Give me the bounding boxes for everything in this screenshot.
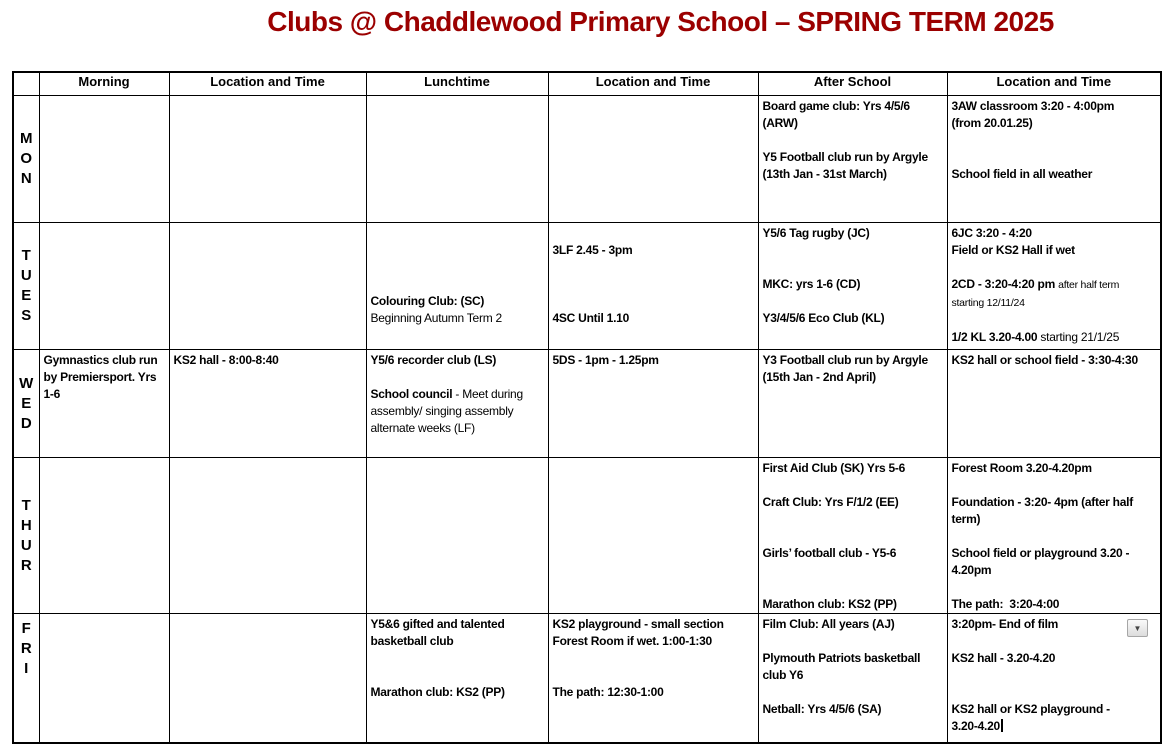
- text-run: First Aid Club (SK) Yrs 5-6: [762, 461, 906, 475]
- cell-wed-lunchtime: [366, 350, 548, 458]
- text-run: School council: [370, 387, 453, 401]
- cell-tues-morning: [39, 223, 169, 350]
- paragraph: [553, 310, 755, 327]
- text-run: Beginning Autumn Term 2: [370, 311, 502, 325]
- paragraph: [952, 528, 1158, 545]
- paragraph: [371, 352, 545, 369]
- text-run: 3AW classroom 3:20 - 4:00pm: [951, 99, 1115, 113]
- text-run: alternate weeks (LF): [370, 421, 475, 435]
- paragraph: [952, 460, 1158, 477]
- paragraph: [371, 403, 545, 420]
- paragraph: [952, 701, 1158, 718]
- paragraph: [952, 579, 1158, 596]
- text-run: School field or playground 3.20 -: [951, 546, 1130, 560]
- paragraph: [952, 562, 1158, 579]
- text-run: 4.20pm: [951, 563, 992, 577]
- cell-mon-location-lunch: [548, 96, 758, 223]
- paragraph: [952, 477, 1158, 494]
- paragraph: [952, 650, 1158, 667]
- paragraph: [952, 596, 1158, 613]
- cell-thur-lunchtime: [366, 458, 548, 614]
- paragraph: [763, 149, 944, 166]
- paragraph: [763, 562, 944, 579]
- text-run: Y5/6 recorder club (LS): [370, 353, 497, 367]
- cell-wed-after-school: [758, 350, 947, 458]
- column-header: Location and Time: [169, 72, 366, 96]
- text-run: KS2 playground - small section: [552, 617, 724, 631]
- text-run: Gymnastics club run: [43, 353, 158, 367]
- paragraph: [371, 684, 545, 701]
- paragraph: [763, 225, 944, 242]
- cell-wed-morning: [39, 350, 169, 458]
- cell-fri-morning: [39, 614, 169, 743]
- cell-tues-location-lunch: [548, 223, 758, 350]
- paragraph: [763, 616, 944, 633]
- text-run: Marathon club: KS2 (PP): [762, 597, 897, 611]
- text-run: The path: 3:20-4:00: [951, 597, 1060, 611]
- cell-thur-location-lunch: [548, 458, 758, 614]
- text-run: (from 20.01.25): [951, 116, 1033, 130]
- paragraph: [952, 294, 1158, 312]
- paragraph: [553, 616, 755, 633]
- cell-fri-location-am: [169, 614, 366, 743]
- paragraph: [763, 352, 944, 369]
- cell-thur-location-pm: [947, 458, 1161, 614]
- paragraph: [763, 684, 944, 701]
- day-label-fri: F R I: [13, 614, 39, 743]
- text-run: Craft Club: Yrs F/1/2 (EE): [762, 495, 899, 509]
- paragraph: [553, 276, 755, 293]
- paragraph: [763, 528, 944, 545]
- paragraph: [952, 242, 1158, 259]
- paragraph: [952, 718, 1158, 735]
- paragraph: [763, 701, 944, 718]
- text-run: (ARW): [762, 116, 798, 130]
- paragraph: [763, 310, 944, 327]
- cell-wed-location-pm: [947, 350, 1161, 458]
- paragraph: [763, 545, 944, 562]
- text-run: - Meet during: [452, 387, 523, 401]
- paragraph: [763, 369, 944, 386]
- text-run: 6JC 3:20 - 4:20: [951, 226, 1032, 240]
- paragraph: [371, 633, 545, 650]
- text-run: Marathon club: KS2 (PP): [370, 685, 505, 699]
- text-run: 1/2 KL 3.20-4.00: [951, 330, 1041, 344]
- text-run: starting 12/11/24: [951, 297, 1025, 309]
- paragraph: [952, 259, 1158, 276]
- column-header: Location and Time: [947, 72, 1161, 96]
- paragraph: [763, 667, 944, 684]
- cell-mon-location-am: [169, 96, 366, 223]
- paragraph: [371, 276, 545, 293]
- paragraph: [952, 494, 1158, 511]
- paragraph: [763, 633, 944, 650]
- paragraph: [371, 667, 545, 684]
- cell-fri-after-school: [758, 614, 947, 743]
- paragraph: [763, 494, 944, 511]
- day-label-tues: T U E S: [13, 223, 39, 350]
- text-run: 3LF 2.45 - 3pm: [552, 243, 633, 257]
- paragraph: [763, 293, 944, 310]
- text-run: Board game club: Yrs 4/5/6: [762, 99, 910, 113]
- cell-thur-morning: [39, 458, 169, 614]
- cell-mon-location-pm: [947, 96, 1161, 223]
- paragraph: [553, 684, 755, 701]
- paragraph: [371, 369, 545, 386]
- paragraph: [763, 166, 944, 183]
- paragraph: [763, 579, 944, 596]
- text-run: Forest Room 3.20-4.20pm: [951, 461, 1092, 475]
- cell-wed-location-lunch: [548, 350, 758, 458]
- text-run: KS2 hall - 8:00-8:40: [173, 353, 279, 367]
- day-label-thur: T H U R: [13, 458, 39, 614]
- text-run: term): [951, 512, 981, 526]
- text-run: Y5&6 gifted and talented: [370, 617, 505, 631]
- text-run: School field in all weather: [951, 167, 1093, 181]
- paragraph: [174, 352, 363, 369]
- cell-fri-location-pm: [947, 614, 1161, 743]
- text-run: KS2 hall - 3.20-4.20: [951, 651, 1056, 665]
- cell-tues-after-school: [758, 223, 947, 350]
- header-row: [13, 72, 1161, 96]
- text-run: Plymouth Patriots basketball: [762, 651, 921, 665]
- page-title: Clubs @ Chaddlewood Primary School – SPRING TERM 2025: [267, 6, 1054, 37]
- text-run: Colouring Club: (SC): [370, 294, 485, 308]
- paragraph: [952, 312, 1158, 329]
- paragraph: [371, 616, 545, 633]
- paragraph: [763, 477, 944, 494]
- paragraph: [371, 310, 545, 327]
- text-run: 4SC Until 1.10: [552, 311, 630, 325]
- text-run: Forest Room if wet. 1:00-1:30: [552, 634, 712, 648]
- column-header: Lunchtime: [366, 72, 548, 96]
- text-run: starting 21/1/25: [1040, 330, 1120, 344]
- paragraph: [371, 259, 545, 276]
- paragraph: [553, 352, 755, 369]
- paragraph: [763, 259, 944, 276]
- paragraph: [952, 132, 1158, 149]
- cell-mon-lunchtime: [366, 96, 548, 223]
- paragraph: [952, 667, 1158, 684]
- column-header-day: [13, 72, 39, 96]
- text-run: 1-6: [43, 387, 61, 401]
- clubs-timetable: [12, 71, 1162, 744]
- paragraph: [371, 650, 545, 667]
- text-run: (15th Jan - 2nd April): [762, 370, 876, 384]
- column-header: Morning: [39, 72, 169, 96]
- paragraph: [952, 225, 1158, 242]
- paragraph: [763, 115, 944, 132]
- paragraph: [952, 511, 1158, 528]
- text-run: 3.20-4.20: [951, 719, 1000, 733]
- dropdown-button[interactable]: [1127, 619, 1148, 637]
- paragraph: [763, 276, 944, 293]
- paragraph: [553, 650, 755, 667]
- paragraph: [763, 242, 944, 259]
- text-run: Y5/6 Tag rugby (JC): [762, 226, 870, 240]
- text-run: The path: 12:30-1:00: [552, 685, 664, 699]
- paragraph: [553, 225, 755, 242]
- cell-fri-location-lunch: [548, 614, 758, 743]
- column-header: After School: [758, 72, 947, 96]
- text-run: assembly/ singing assembly: [370, 404, 514, 418]
- paragraph: [371, 225, 545, 242]
- paragraph: [952, 166, 1158, 183]
- paragraph: [44, 386, 166, 403]
- paragraph: [763, 596, 944, 613]
- text-run: club Y6: [762, 668, 804, 682]
- paragraph: [763, 98, 944, 115]
- cell-thur-after-school: [758, 458, 947, 614]
- text-run: Y3/4/5/6 Eco Club (KL): [762, 311, 885, 325]
- cell-thur-location-am: [169, 458, 366, 614]
- paragraph: [553, 242, 755, 259]
- paragraph: [952, 149, 1158, 166]
- column-header: Location and Time: [548, 72, 758, 96]
- paragraph: [553, 259, 755, 276]
- paragraph: [952, 329, 1158, 346]
- text-run: (13th Jan - 31st March): [762, 167, 887, 181]
- paragraph: [371, 420, 545, 437]
- cell-tues-location-am: [169, 223, 366, 350]
- text-run: Y3 Football club run by Argyle: [762, 353, 928, 367]
- text-run: 5DS - 1pm - 1.25pm: [552, 353, 659, 367]
- cell-mon-morning: [39, 96, 169, 223]
- paragraph: [553, 667, 755, 684]
- paragraph: [763, 650, 944, 667]
- paragraph: [44, 352, 166, 369]
- paragraph: [952, 684, 1158, 701]
- paragraph: [952, 352, 1158, 369]
- paragraph: [553, 633, 755, 650]
- text-run: 3:20pm- End of film: [951, 617, 1059, 631]
- text-run: Girls’ football club - Y5-6: [762, 546, 897, 560]
- text-run: Y5 Football club run by Argyle: [762, 150, 928, 164]
- text-run: Netball: Yrs 4/5/6 (SA): [762, 702, 882, 716]
- text-run: basketball club: [370, 634, 454, 648]
- text-run: Foundation - 3:20- 4pm (after half: [951, 495, 1134, 509]
- paragraph: [371, 242, 545, 259]
- text-run: KS2 hall or school field - 3:30-4:30: [951, 353, 1138, 367]
- text-run: after half term: [1058, 279, 1120, 291]
- chevron-down-icon: ▼: [1133, 623, 1142, 633]
- text-run: Field or KS2 Hall if wet: [951, 243, 1075, 257]
- cell-mon-after-school: [758, 96, 947, 223]
- paragraph: [371, 293, 545, 310]
- cell-fri-lunchtime: [366, 614, 548, 743]
- table-body: [13, 96, 1161, 743]
- text-caret: [1001, 719, 1003, 732]
- paragraph: [44, 369, 166, 386]
- cell-wed-location-am: [169, 350, 366, 458]
- paragraph: [763, 132, 944, 149]
- cell-tues-location-pm: [947, 223, 1161, 350]
- cell-tues-lunchtime: [366, 223, 548, 350]
- paragraph: [763, 511, 944, 528]
- paragraph: [952, 545, 1158, 562]
- paragraph: [553, 293, 755, 310]
- day-label-mon: M O N: [13, 96, 39, 223]
- text-run: KS2 hall or KS2 playground -: [951, 702, 1110, 716]
- text-run: Film Club: All years (AJ): [762, 617, 895, 631]
- text-run: MKC: yrs 1-6 (CD): [762, 277, 861, 291]
- paragraph: [952, 98, 1158, 115]
- paragraph: [371, 386, 545, 403]
- paragraph: [952, 276, 1158, 294]
- paragraph: [952, 115, 1158, 132]
- day-label-wed: W E D: [13, 350, 39, 458]
- paragraph: [763, 460, 944, 477]
- text-run: by Premiersport. Yrs: [43, 370, 157, 384]
- text-run: 2CD - 3:20-4:20 pm: [951, 277, 1059, 291]
